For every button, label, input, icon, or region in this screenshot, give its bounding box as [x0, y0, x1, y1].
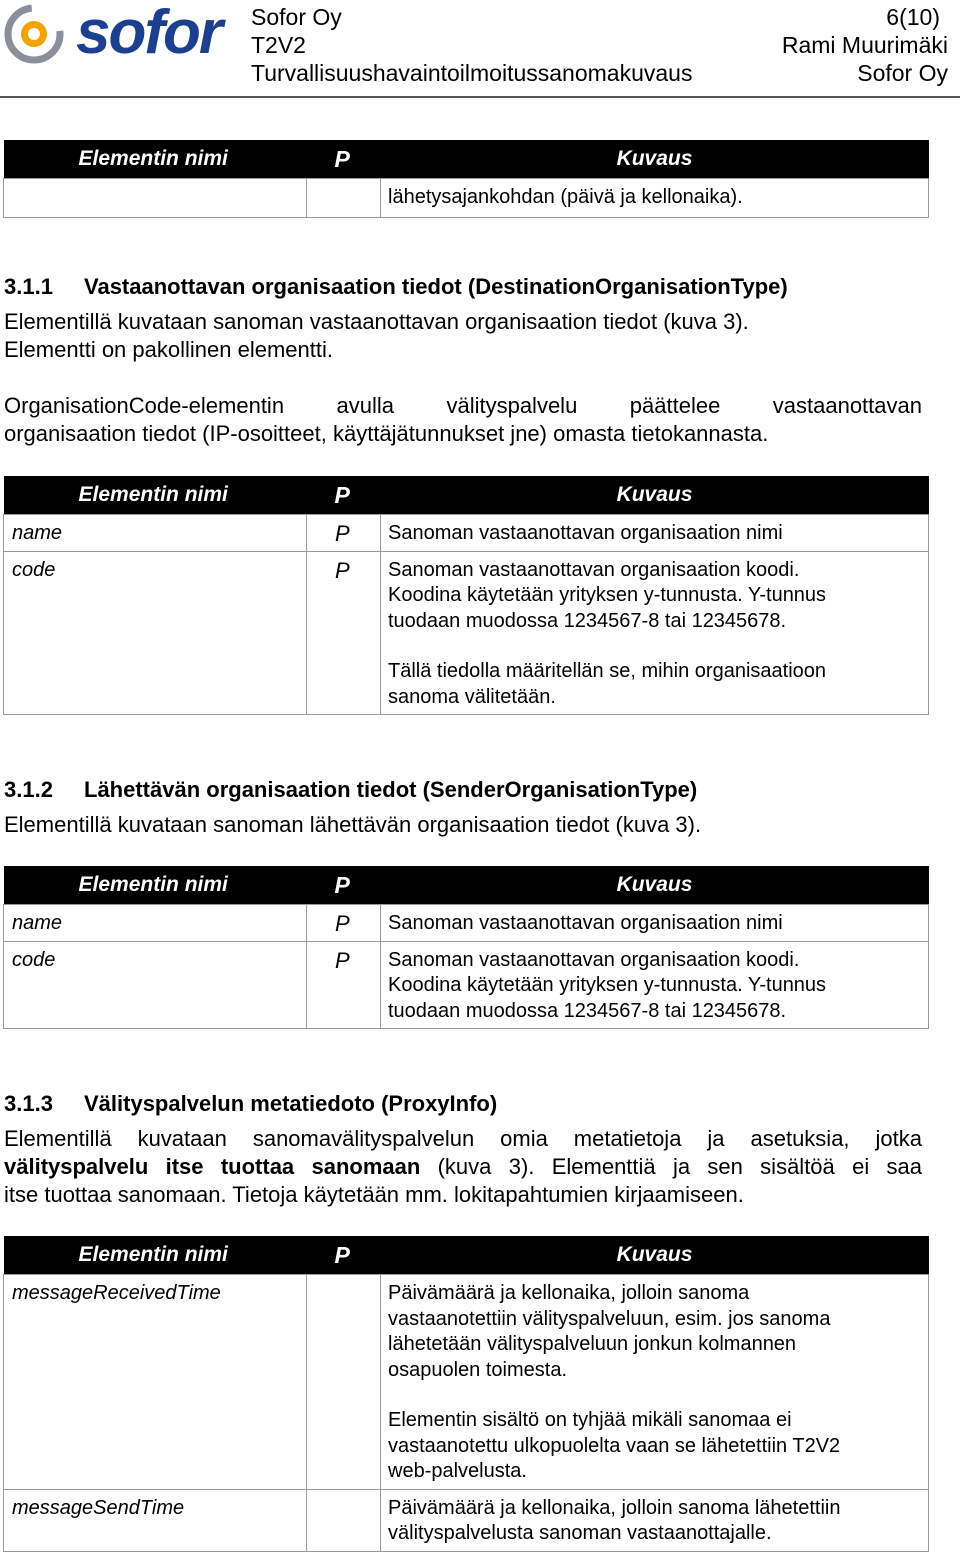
section-1-paragraph-2	[4, 392, 922, 448]
table-header-row	[4, 476, 929, 515]
table-row	[4, 1489, 929, 1551]
column-header-name: Elementin nimi	[4, 866, 307, 905]
section-3-paragraph-1	[4, 1125, 922, 1209]
desc-line: Päivämäärä ja kellonaika, jolloin sanoma lähetettiin	[388, 1496, 841, 1519]
row-name-cell: name	[4, 905, 307, 942]
row-name-cell: code	[4, 941, 307, 1029]
header-project: T2V2	[251, 32, 306, 58]
header-author: Rami Muurimäki	[781, 32, 948, 58]
section-heading-3-1-2	[4, 776, 697, 804]
section-title: Vastaanottavan organisaation tiedot (DestinationOrganisationType)	[84, 274, 788, 299]
row-p-cell	[307, 179, 381, 218]
desc-line: tuodaan muodossa 1234567-8 tai 12345678.	[388, 609, 787, 632]
header-company: Sofor Oy	[251, 4, 342, 30]
bold-phrase: välityspalvelu itse tuottaa sanomaan	[4, 1154, 421, 1179]
element-table-sender	[3, 866, 929, 1029]
text-line: Elementillä kuvataan sanoman vastaanottavan organisaation tiedot (kuva 3).	[4, 309, 749, 334]
desc-line: osapuolen toimesta.	[388, 1358, 568, 1381]
row-p-cell: P	[307, 515, 381, 552]
desc-line: Sanoman vastaanottavan organisaation nimi	[388, 522, 783, 544]
table-row	[4, 551, 929, 715]
row-name-cell: code	[4, 551, 307, 715]
text-line: Elementillä kuvataan sanoman lähettävän organisaation tiedot (kuva 3).	[4, 812, 702, 837]
desc-line: Koodina käytetään yrityksen y-tunnusta. Y-tunnus	[388, 974, 827, 996]
desc-line: tuodaan muodossa 1234567-8 tai 12345678.	[388, 999, 787, 1022]
column-header-desc: Kuvaus	[381, 140, 929, 179]
element-table-destination	[3, 476, 929, 715]
section-2-paragraph-1	[4, 811, 922, 839]
table-header-row	[4, 140, 929, 179]
text-span: (kuva 3). Elementtiä ja sen sisältöä ei saa	[420, 1154, 922, 1179]
row-desc-cell	[381, 905, 929, 942]
table-row	[4, 1275, 929, 1490]
column-header-p: P	[307, 140, 381, 179]
logo-wordmark: sofor	[76, 0, 221, 67]
row-desc-cell	[381, 1489, 929, 1551]
desc-line: Päivämäärä ja kellonaika, jolloin sanoma	[388, 1282, 750, 1304]
column-header-desc: Kuvaus	[381, 1236, 929, 1275]
page-header	[0, 0, 960, 98]
desc-line: vastaanotettu ulkopuolelta vaan se lähetettiin T2V2	[388, 1434, 841, 1457]
column-header-name: Elementin nimi	[4, 476, 307, 515]
desc-line: välityspalvelusta sanoman vastaanottajalle.	[388, 1522, 772, 1544]
column-header-name: Elementin nimi	[4, 140, 307, 179]
sofor-logo	[4, 0, 221, 67]
row-desc-cell	[381, 1275, 929, 1490]
desc-line: sanoma välitetään.	[388, 685, 556, 708]
desc-line: Tällä tiedolla määritellän se, mihin organisaatioon	[388, 660, 827, 682]
element-table-continued	[3, 140, 929, 218]
column-header-name: Elementin nimi	[4, 1236, 307, 1275]
desc-line: vastaanotettiin välityspalveluun, esim. jos sanoma	[388, 1307, 831, 1330]
section-title: Välityspalvelun metatiedoto (ProxyInfo)	[84, 1091, 498, 1116]
row-desc-cell	[381, 941, 929, 1029]
row-name-cell: messageSendTime	[4, 1489, 307, 1551]
text-line	[4, 1153, 922, 1181]
column-header-desc: Kuvaus	[381, 476, 929, 515]
row-name-cell	[4, 179, 307, 218]
desc-line: Sanoman vastaanottavan organisaation koodi.	[388, 558, 800, 581]
element-table-proxyinfo	[3, 1236, 929, 1552]
row-p-cell: P	[307, 905, 381, 942]
desc-line: lähetetään välityspalveluun jonkun kolmannen	[388, 1333, 797, 1355]
row-name-cell: messageReceivedTime	[4, 1275, 307, 1490]
row-desc-cell	[381, 515, 929, 552]
column-header-desc: Kuvaus	[381, 866, 929, 905]
desc-spacer	[388, 1383, 920, 1408]
header-doc-title: Turvallisuushavaintoilmoitussanomakuvaus	[251, 60, 693, 86]
text-line: organisaation tiedot (IP-osoitteet, käyttäjätunnukset jne) omasta tietokannasta.	[4, 421, 769, 446]
section-number: 3.1.2	[4, 777, 53, 802]
row-desc-cell: lähetysajankohdan (päivä ja kellonaika).	[381, 179, 929, 218]
table-header-row	[4, 866, 929, 905]
desc-line: Sanoman vastaanottavan organisaation nimi	[388, 912, 783, 934]
text-line: itse tuottaa sanomaan. Tietoja käytetään mm. lokitapahtumien kirjaamiseen.	[4, 1182, 744, 1207]
text-line: OrganisationCode-elementin avulla välityspalvelu päättelee vastaanottavan	[4, 393, 922, 418]
column-header-p: P	[307, 476, 381, 515]
row-p-cell	[307, 1489, 381, 1551]
row-p-cell	[307, 1275, 381, 1490]
section-heading-3-1-3	[4, 1090, 497, 1118]
desc-line: Sanoman vastaanottavan organisaation koodi.	[388, 948, 800, 971]
section-number: 3.1.3	[4, 1091, 53, 1116]
table-header-row	[4, 1236, 929, 1275]
column-header-p: P	[307, 866, 381, 905]
desc-spacer	[388, 634, 920, 659]
column-header-p: P	[307, 1236, 381, 1275]
desc-line: Elementin sisältö on tyhjää mikäli sanomaa ei	[388, 1409, 792, 1431]
table-row	[4, 941, 929, 1029]
row-name-cell: name	[4, 515, 307, 552]
text-line: Elementillä kuvataan sanomavälityspalvelun omia metatietoja ja asetuksia, jotka	[4, 1126, 922, 1151]
table-row	[4, 905, 929, 942]
section-heading-3-1-1	[4, 273, 788, 301]
row-p-cell: P	[307, 941, 381, 1029]
row-p-cell: P	[307, 551, 381, 715]
section-number: 3.1.1	[4, 274, 53, 299]
header-author-org: Sofor Oy	[857, 60, 948, 86]
table-row	[4, 515, 929, 552]
desc-line: web-palvelusta.	[388, 1460, 527, 1482]
row-desc-cell	[381, 551, 929, 715]
text-line: Elementti on pakollinen elementti.	[4, 337, 333, 362]
desc-line: Koodina käytetään yrityksen y-tunnusta. Y-tunnus	[388, 584, 827, 606]
logo-swirl-icon	[4, 4, 66, 64]
section-title: Lähettävän organisaation tiedot (SenderOrganisationType)	[84, 777, 698, 802]
section-1-paragraph-1	[4, 308, 922, 364]
header-page-number: 6(10)	[886, 4, 940, 30]
table-row	[4, 179, 929, 218]
